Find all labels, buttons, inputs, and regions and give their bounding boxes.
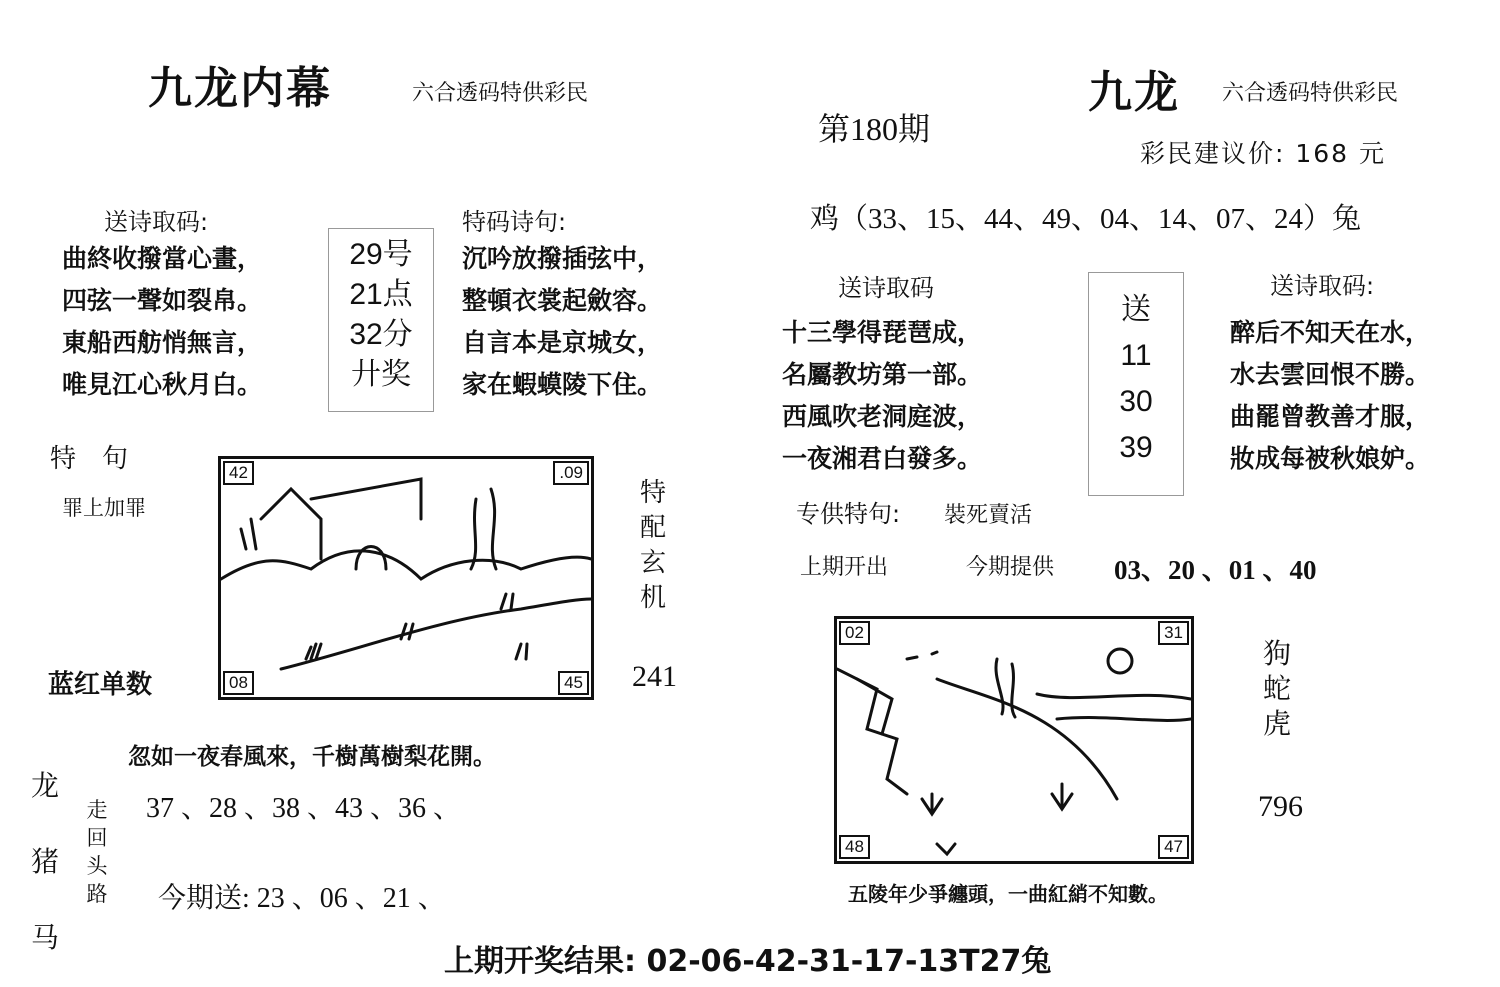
corner-number: .09 [553,461,589,485]
te-poem [462,238,662,406]
right-verse: 五陵年少爭纏頭，一曲紅綃不知數。 [848,882,1168,906]
zodiac-vertical [30,748,60,976]
poem-line: 家在蝦蟆陵下住。 [462,370,663,399]
right-side-number: 796 [1258,790,1303,823]
zodiac-char: 蛇 [1262,672,1291,705]
corner-number: 02 [839,621,870,645]
poem-line: 整頓衣裳起斂容。 [462,286,663,315]
poem-line: 曲終收撥當心畫， [62,244,263,273]
right-poem-left [782,312,982,480]
right-sketch [834,616,1194,864]
walk-char: 路 [86,882,108,906]
code-box-line: 11 [1120,339,1152,372]
walk-char: 回 [86,826,108,850]
last-result: 上期开奖结果: 02-06-42-31-17-13T27兔 [444,944,1052,979]
side-char: 玄 [639,548,666,578]
zodiac-char: 虎 [1262,707,1291,740]
issue-number: 第180期 [818,111,931,147]
corner-number: 31 [1158,621,1189,645]
te-ju-label: 特 句 [50,444,129,474]
last-label: 上期开出 [800,555,889,580]
this-numbers: 03、20 、01 、40 [1114,555,1317,585]
code-box-line: 29号 [349,238,413,271]
zodiac-char: 猪 [30,845,59,878]
poem-line: 唯見江心秋月白。 [62,370,263,399]
zodiac-char: 龙 [30,769,59,802]
code-box-line: 廾奖 [351,358,411,391]
poem-line: 一夜湘君白發多。 [782,444,983,473]
this-label: 今期提供 [966,555,1055,580]
zodiac-char: 马 [30,921,59,954]
code-box-line: 送 [1121,293,1151,326]
left-side-vertical [638,476,668,616]
poem-line: 醉后不知天在水， [1230,318,1431,347]
poem-line: 西風吹老洞庭波， [782,402,983,431]
left-side-number: 241 [632,660,677,693]
poem-line: 十三學得琵琶成， [782,318,983,347]
left-code-box [328,228,434,412]
left-subtitle: 六合透码特供彩民 [412,81,589,106]
poem-line: 東船西舫悄無言， [62,328,263,357]
zodiac-char: 狗 [1262,637,1291,670]
poem-line: 自言本是京城女， [462,328,663,357]
corner-number: 08 [223,671,254,695]
send-line: 今期送: 23 、06 、21 、 [158,883,446,914]
landscape-sketch [837,619,1191,861]
corner-number: 47 [1158,835,1189,859]
walk-numbers: 37 、28 、38 、43 、36 、 [146,793,462,824]
code-box-line: 32分 [349,318,413,351]
code-box-line: 30 [1119,385,1153,418]
right-title: 九龙 [1088,67,1180,118]
side-char: 机 [639,583,666,613]
poem-line: 沉吟放撥插弦中， [462,244,663,273]
walk-char: 头 [86,854,108,878]
chicken-line: 鸡（33、15、44、49、04、14、07、24）兔 [810,203,1362,235]
price: 彩民建议价: 168 元 [1140,139,1387,168]
poem-line: 水去雲回恨不勝。 [1230,360,1431,389]
poem-line: 名屬教坊第一部。 [782,360,983,389]
corner-number: 42 [223,461,254,485]
poem-line: 四弦一聲如裂帛。 [62,286,263,315]
walk-char: 走 [86,798,108,822]
walk-label [82,796,112,908]
right-zodiac-vertical [1262,636,1292,741]
side-char: 特 [639,478,666,508]
special-label: 专供特句: [796,500,901,528]
special-value: 裝死賣活 [944,503,1033,528]
left-sketch [218,456,594,700]
code-box-line: 21点 [349,278,413,311]
right-poem-heading-right: 送诗取码: [1270,272,1375,300]
left-poem [62,238,262,406]
left-poem-heading: 送诗取码: [104,208,209,236]
left-verse: 忽如一夜春風來，千樹萬樹梨花開。 [128,744,496,770]
poem-line: 妝成每被秋娘妒。 [1230,444,1431,473]
right-poem-right [1230,312,1430,480]
corner-number: 45 [558,671,589,695]
te-ju-value: 罪上加罪 [62,496,146,520]
left-title: 九龙内幕 [148,63,332,114]
poem-line: 曲罷曾教善才服， [1230,402,1431,431]
side-char: 配 [639,513,666,543]
color-label: 蓝红单数 [48,670,153,700]
code-box-line: 39 [1119,431,1153,464]
landscape-sketch [221,459,591,697]
right-poem-heading-left: 送诗取码 [838,274,934,302]
te-heading: 特码诗句: [462,208,567,236]
right-code-box [1088,272,1184,496]
corner-number: 48 [839,835,870,859]
right-subtitle: 六合透码特供彩民 [1222,81,1399,106]
